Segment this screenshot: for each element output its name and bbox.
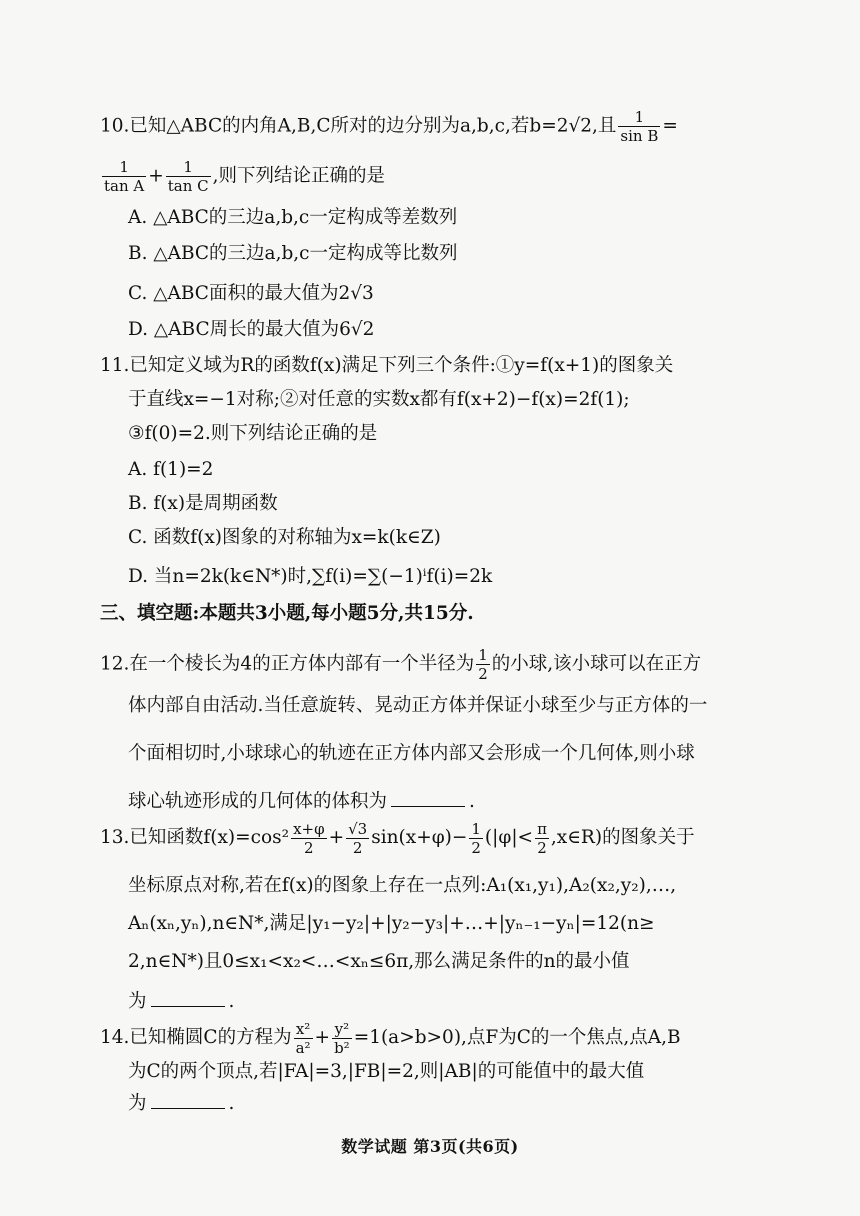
- q14-line3: [128, 1090, 234, 1118]
- fraction-denominator: 2: [478, 665, 488, 683]
- fraction-denominator: a²: [295, 1038, 311, 1057]
- section-heading-fill-in: 三、填空题:本题共3小题,每小题5分,共15分.: [100, 603, 474, 624]
- q14-answer-blank[interactable]: [151, 1090, 225, 1109]
- fraction-denominator: tan C: [167, 177, 209, 195]
- fraction-denominator: tan A: [104, 177, 145, 195]
- q12-stem-text-end: 球心轨迹形成的几何体的体积为: [128, 791, 388, 812]
- q12-radius-fraction: [476, 646, 490, 683]
- fraction-denominator: sin B: [620, 127, 659, 145]
- q14-answer-prefix: 为: [128, 1093, 147, 1114]
- q11-option-a: A. f(1)=2: [128, 459, 214, 480]
- fraction-denominator: 2: [471, 838, 481, 857]
- page-footer: 数学试题 第3页(共6页): [341, 1137, 519, 1156]
- q12-line4: [128, 788, 475, 816]
- fraction-numerator: 1: [478, 646, 488, 664]
- plus-sign: +: [328, 827, 345, 848]
- fraction-numerator: 1: [634, 108, 645, 126]
- period: .: [228, 991, 235, 1012]
- q10-line1: [100, 108, 678, 145]
- fraction-numerator: 1: [119, 158, 129, 176]
- q11-line2: 于直线x=−1对称;②对任意的实数x都有f(x+2)−f(x)=2f(1);: [128, 389, 630, 410]
- q13-line3: Aₙ(xₙ,yₙ),n∈N*,满足|y₁−y₂|+|y₂−y₃|+…+|yₙ₋₁−yₙ|=12(n≥: [128, 913, 655, 934]
- fraction-numerator: x+φ: [293, 819, 325, 838]
- q10-fraction-1-over-tanA: [102, 158, 146, 195]
- fraction-numerator: 1: [183, 158, 193, 176]
- q12-line1: [100, 646, 701, 683]
- q13-answer-prefix: 为: [128, 991, 147, 1012]
- q13-fraction-pi-over-2: [535, 820, 549, 857]
- q12-stem-tail: 的小球,该小球可以在正方: [491, 653, 702, 675]
- q13-line1: [100, 816, 695, 860]
- q14-fraction-x2-over-a2: [294, 1020, 313, 1057]
- q13-fraction-sqrt3-over-2: [346, 820, 369, 857]
- q10-option-c: C. △ABC面积的最大值为2√3: [128, 283, 374, 304]
- q11-line3: ③f(0)=2.则下列结论正确的是: [128, 423, 378, 444]
- q14-stem-tail: =1(a>b>0),点F为C的一个焦点,点A,B: [353, 1027, 681, 1048]
- plus-sign: +: [314, 1027, 331, 1048]
- fraction-denominator: b²: [334, 1038, 350, 1057]
- q12-line2: 体内部自由活动.当任意旋转、晃动正方体并保证小球至少与正方体的一: [128, 695, 708, 716]
- q10-option-a: A. △ABC的三边a,b,c一定构成等差数列: [128, 207, 458, 228]
- fraction-numerator: √3: [348, 819, 368, 838]
- q11-option-b: B. f(x)是周期函数: [128, 493, 278, 514]
- q13-condition-end: ,x∈R)的图象关于: [550, 827, 695, 848]
- q13-fraction-x-plus-phi-over-2: [291, 820, 327, 857]
- q10-option-d: D. △ABC周长的最大值为6√2: [128, 319, 375, 340]
- q10-stem-text: 10.已知△ABC的内角A,B,C所对的边分别为a,b,c,若b=2√2,且: [100, 115, 617, 137]
- plus-sign: +: [148, 165, 164, 187]
- q12-stem-text: 12.在一个棱长为4的正方体内部有一个半径为: [100, 653, 475, 675]
- q13-function-middle: sin(x+φ)−: [371, 827, 468, 848]
- fraction-numerator: π: [537, 819, 547, 838]
- q14-fraction-y2-over-b2: [332, 1020, 352, 1057]
- q13-line5: [128, 988, 234, 1016]
- period: .: [228, 1093, 235, 1114]
- q13-line2: 坐标原点对称,若在f(x)的图象上存在一点列:A₁(x₁,y₁),A₂(x₂,y₂),…,: [128, 875, 677, 896]
- q13-answer-blank[interactable]: [151, 988, 225, 1007]
- q14-line1: [100, 1016, 681, 1060]
- fraction-numerator: y²: [334, 1019, 350, 1038]
- q10-fraction-1-over-sinB: [618, 108, 660, 145]
- fraction-numerator: 1: [471, 819, 481, 838]
- q13-fraction-1-over-2: [469, 820, 483, 857]
- q11-option-d: D. 当n=2k(k∈N*)时,∑f(i)=∑(−1)ⁱf(i)=2k: [128, 566, 493, 587]
- q14-line2: 为C的两个顶点,若|FA|=3,|FB|=2,则|AB|的可能值中的最大值: [128, 1061, 645, 1082]
- fraction-denominator: 2: [535, 838, 549, 857]
- period: .: [469, 791, 475, 812]
- fraction-numerator: x²: [295, 1019, 311, 1038]
- q10-stem-tail: ,则下列结论正确的是: [212, 165, 386, 187]
- q13-condition-start: (|φ|<: [484, 827, 534, 848]
- q10-line2: [100, 158, 385, 195]
- q14-stem-text: 14.已知椭圆C的方程为: [100, 1027, 292, 1048]
- q10-fraction-1-over-tanC: [166, 158, 211, 195]
- q13-line4: 2,n∈N*)且0≤x₁<x₂<…<xₙ≤6π,那么满足条件的n的最小值: [128, 951, 630, 972]
- q13-function-prefix: 13.已知函数f(x)=cos²: [100, 827, 290, 848]
- q11-option-c: C. 函数f(x)图象的对称轴为x=k(k∈Z): [128, 527, 441, 548]
- q11-line1: 11.已知定义域为R的函数f(x)满足下列三个条件:①y=f(x+1)的图象关: [100, 355, 674, 376]
- equals-sign: =: [662, 115, 678, 137]
- q12-answer-blank[interactable]: [391, 788, 465, 807]
- fraction-denominator: 2: [346, 838, 369, 857]
- q10-option-b: B. △ABC的三边a,b,c一定构成等比数列: [128, 243, 458, 264]
- q12-line3: 个面相切时,小球球心的轨迹在正方体内部又会形成一个几何体,则小球: [128, 743, 695, 764]
- fraction-denominator: 2: [291, 838, 327, 857]
